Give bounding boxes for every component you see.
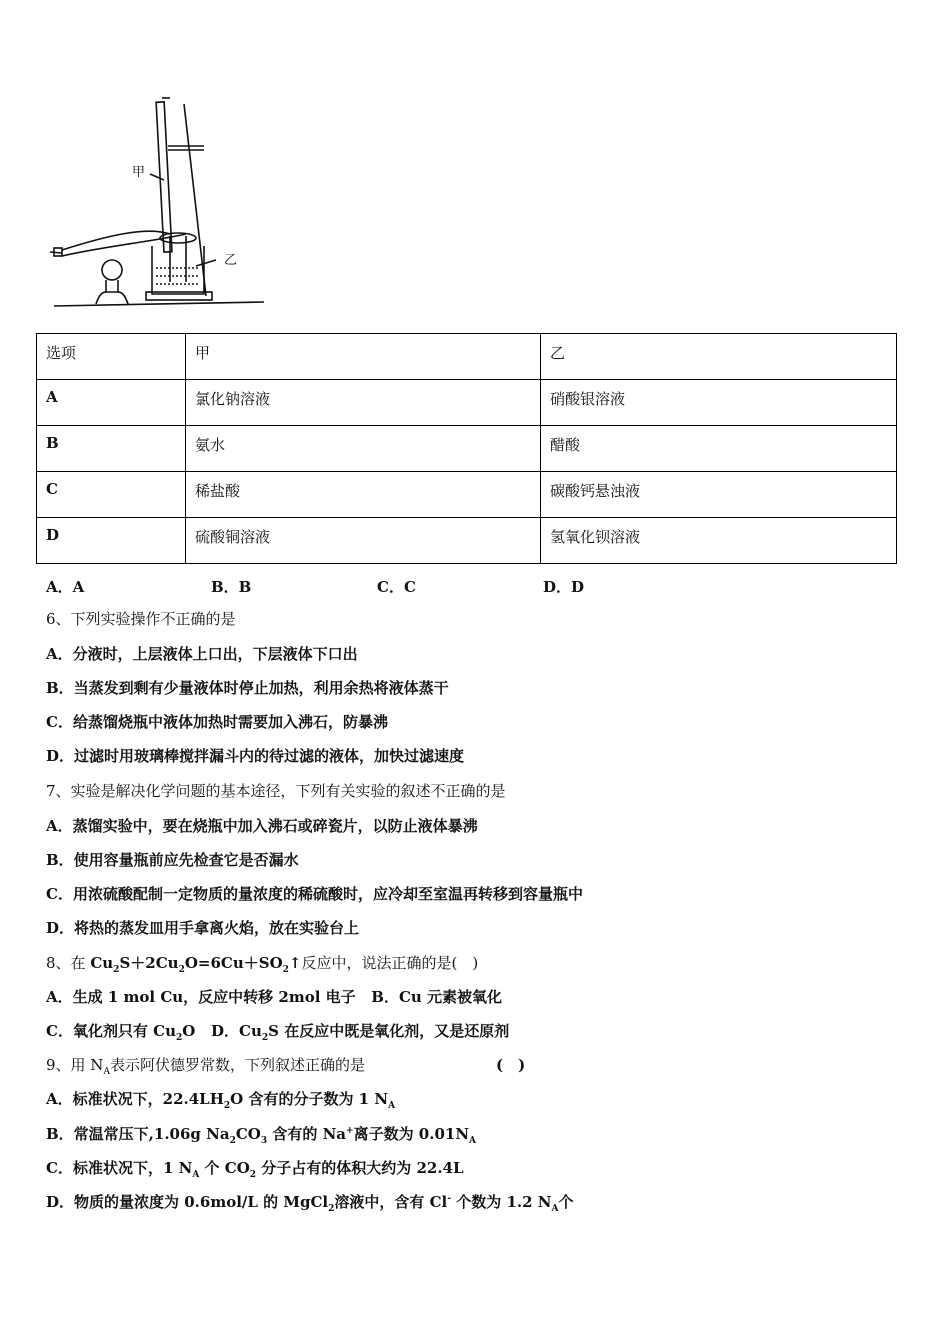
q9-option-b-pre: B．常温常压下,1.06g Na <box>46 1125 230 1143</box>
q9-option-b-mid2: 含有的 Na <box>272 1125 347 1143</box>
q8-stem-text: 反应中，说法正确的是( ) <box>301 954 479 972</box>
q6-option-a[interactable]: A．分液时，上层液体上口出，下层液体下口出 <box>46 645 358 663</box>
q9-option-a-pre: A．标准状况下，22.4LH <box>46 1090 224 1108</box>
table-row <box>37 518 897 564</box>
q6-option-d[interactable]: D．过滤时用玻璃棒搅拌漏斗内的待过滤的液体，加快过滤速度 <box>46 747 465 765</box>
table-cell: C <box>37 472 186 518</box>
q7-option-b[interactable]: B．使用容量瓶前应先检查它是否漏水 <box>46 851 299 869</box>
q9-option-b-mid1: CO <box>235 1125 261 1143</box>
label-yi: 乙 <box>224 253 238 268</box>
label-jia: 甲 <box>132 165 146 180</box>
table-cell: B <box>37 426 186 472</box>
q9-option-d[interactable]: D．物质的量浓度为 0.6mol/L 的 MgCl$_2$溶液中，含有 Cl- 个数为 1.2 $N_A$个 <box>46 1193 574 1214</box>
table-cell: 硝酸银溶液 <box>541 380 897 426</box>
conductivity-apparatus-figure <box>46 96 270 312</box>
choice-b[interactable]: B．B <box>211 578 252 596</box>
q9-option-d-pre: D．物质的量浓度为 0.6mol/L 的 MgCl <box>46 1193 329 1211</box>
options-table <box>36 333 897 564</box>
q8-option-d-prefix: D．Cu <box>211 1022 262 1040</box>
q8-options-line1 <box>46 987 502 1007</box>
q9-option-d-mid2: 个数为 1.2 N <box>456 1193 552 1211</box>
choice-c[interactable]: C．C <box>377 578 416 596</box>
q8-option-c-text: C．氧化剂只有 Cu <box>46 1022 177 1040</box>
q9-option-c-mid1: 个 CO <box>204 1159 250 1177</box>
table-row <box>37 380 897 426</box>
q9-option-c-rest: 分子占有的体积大约为 22.4L <box>261 1159 464 1177</box>
q9-stem-post: 表示阿伏德罗常数，下列叙述正确的是 <box>109 1056 365 1074</box>
q9-option-b-mid3: 离子数为 0.01N <box>353 1125 470 1143</box>
table-cell: 醋酸 <box>541 426 897 472</box>
q8-option-a[interactable]: A．生成 1 mol Cu，反应中转移 2mol 电子 <box>46 988 356 1006</box>
q9-stem-pre: 9、用 N <box>46 1056 104 1074</box>
choice-a[interactable]: A．A <box>46 578 85 596</box>
q9-option-a-mid: O 含有的分子数为 1 N <box>230 1090 389 1108</box>
q9-answer-paren: ( ) <box>496 1056 526 1074</box>
table-cell: 稀盐酸 <box>186 472 541 518</box>
q9-option-c[interactable]: C．标准状况下，1 $N_A$ 个 $CO_2$ 分子占有的体积大约为 22.4L <box>46 1159 464 1180</box>
q6-stem: 6、下列实验操作不正确的是 <box>46 610 236 628</box>
table-cell: 氯化钠溶液 <box>186 380 541 426</box>
q9-stem: 9、用 $N_A$表示阿伏德罗常数，下列叙述正确的是 ( ) <box>46 1056 526 1077</box>
table-cell: D <box>37 518 186 564</box>
table-row <box>37 426 897 472</box>
q9-option-c-pre: C．标准状况下，1 N <box>46 1159 193 1177</box>
q6-option-c[interactable]: C．给蒸馏烧瓶中液体加热时需要加入沸石，防暴沸 <box>46 713 388 731</box>
q9-option-d-mid1: 溶液中，含有 Cl <box>334 1193 448 1211</box>
q8-stem: 8、在 $Cu_2S+2Cu_2O=6Cu+SO_2↑$反应中，说法正确的是( ) <box>46 954 479 975</box>
q8-option-c[interactable]: C．氧化剂只有 $Cu_2O$ <box>46 1022 196 1043</box>
table-header-cell: 甲 <box>186 334 541 380</box>
table-cell: A <box>37 380 186 426</box>
q7-option-d[interactable]: D．将热的蒸发皿用手拿离火焰，放在实验台上 <box>46 919 360 937</box>
q9-option-a[interactable]: A．标准状况下，$22.4LH_2O$ 含有的分子数为 1 $N_A$ <box>46 1090 396 1111</box>
q8-option-d-text: S 在反应中既是氧化剂，又是还原剂 <box>268 1022 510 1040</box>
table-cell: 氨水 <box>186 426 541 472</box>
table-header-cell: 乙 <box>541 334 897 380</box>
q6-option-b[interactable]: B．当蒸发到剩有少量液体时停止加热，利用余热将液体蒸干 <box>46 679 449 697</box>
q7-option-a[interactable]: A．蒸馏实验中，要在烧瓶中加入沸石或碎瓷片，以防止液体暴沸 <box>46 817 478 835</box>
table-row <box>37 472 897 518</box>
q9-option-b[interactable]: B．常温常压下,1.06g $Na_2CO_3$ 含有的 Na+离子数为 $0.01N_A$ <box>46 1125 477 1146</box>
q8-stem-number: 8、在 <box>46 954 91 972</box>
q7-option-c[interactable]: C．用浓硫酸配制一定物质的量浓度的稀硫酸时，应冷却至室温再转移到容量瓶中 <box>46 885 583 903</box>
table-cell: 碳酸钙悬浊液 <box>541 472 897 518</box>
table-cell: 氢氧化钡溶液 <box>541 518 897 564</box>
table-header-cell: 选项 <box>37 334 186 380</box>
q8-option-d[interactable]: D．$Cu_2S$ 在反应中既是氧化剂，又是还原剂 <box>211 1022 510 1043</box>
q8-options-line2 <box>46 1021 509 1041</box>
q8-option-b[interactable]: B．Cu 元素被氧化 <box>371 988 503 1006</box>
table-cell: 硫酸铜溶液 <box>186 518 541 564</box>
choice-d[interactable]: D．D <box>543 578 585 596</box>
q9-option-d-end: 个 <box>558 1193 574 1211</box>
table-header-row <box>37 334 897 380</box>
q7-stem: 7、实验是解决化学问题的基本途径，下列有关实验的叙述不正确的是 <box>46 782 506 800</box>
